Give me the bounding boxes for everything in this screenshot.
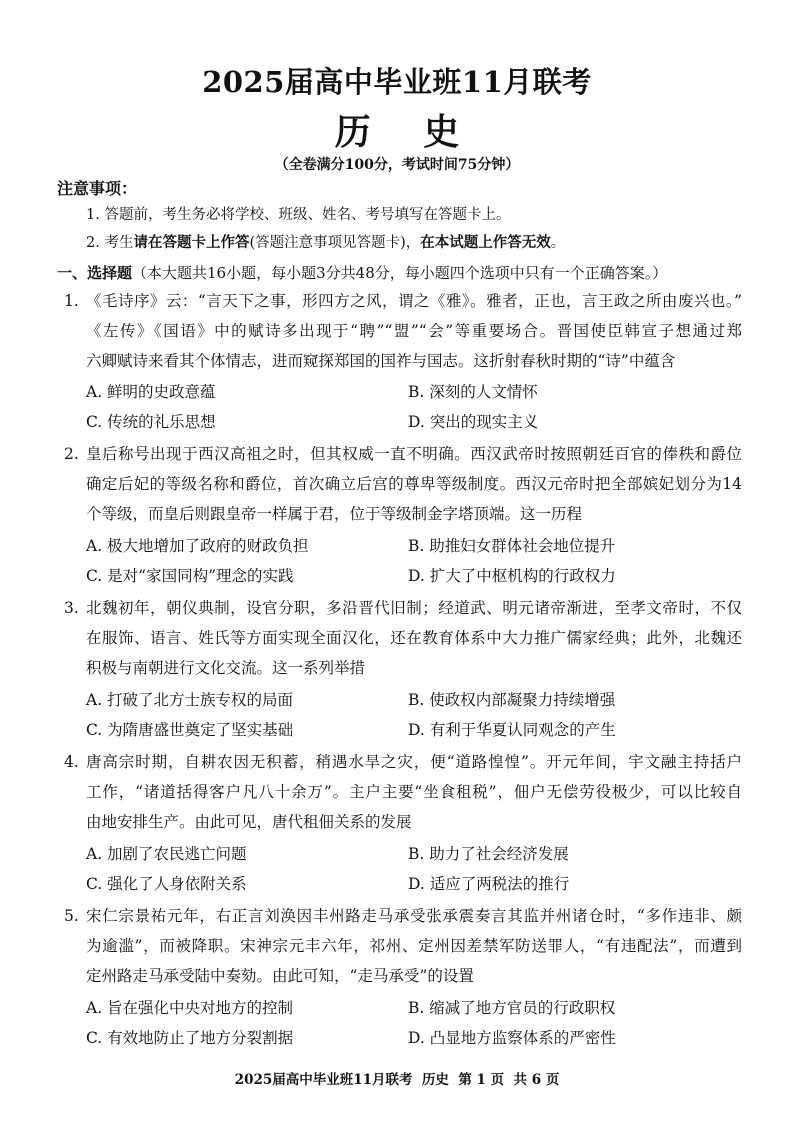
option-c: C. 为隋唐盛世奠定了坚实基础	[86, 721, 294, 739]
question-text-line: 工作，“诸道括得客户凡八十余万”。主户主要“坐食租税”，佃户无偿劳役极少，可以比较自	[86, 783, 742, 801]
notice-item-2	[86, 232, 565, 254]
question-text-line: 皇后称号出现于西汉高祖之时，但其权威一直不明确。西汉武帝时按照朝廷百官的俸秩和爵位	[86, 445, 742, 463]
section-description: （本大题共16小题，每小题3分共48分，每小题四个选项中只有一个正确答案。）	[132, 264, 668, 282]
option-a: A. 旨在强化中央对地方的控制	[86, 999, 294, 1017]
option-b: B. 使政权内部凝聚力持续增强	[408, 691, 616, 709]
question-text-line: 确定后妃的等级名称和爵位，首次确立后宫的尊卑等级制度。西汉元帝时把全部嫔妃划分为14	[86, 475, 742, 493]
option-c: C. 强化了人身依附关系	[86, 875, 247, 893]
option-c: C. 传统的礼乐思想	[86, 413, 216, 431]
option-b: B. 助推妇女群体社会地位提升	[408, 537, 616, 555]
question-number: 2.	[64, 445, 79, 463]
notice-item-2-end: 。	[550, 235, 566, 251]
notice-item-2-mid: (答题注意事项见答题卡)，	[249, 235, 421, 251]
notice-item-1: 1. 答题前，考生务必将学校、班级、姓名、考号填写在答题卡上。	[86, 207, 511, 223]
question-text-line: 为逾滥”，而被降职。宋神宗元丰六年，祁州、定州因差禁军防送罪人，“有违配法”，而遭到	[86, 937, 742, 955]
question-text-line: 《毛诗序》云：“言天下之事，形四方之风，谓之《雅》。雅者，正也，言王政之所由废兴也。”	[86, 292, 742, 310]
option-d: D. 扩大了中枢机构的行政权力	[408, 567, 616, 585]
question-text-line: 唐高宗时期，自耕农因无积蓄，稍遇水旱之灾，便“道路惶惶”。开元年间，宇文融主持括户	[86, 753, 742, 771]
question-text-line: 定州路走马承受陆中奏劾。由此可知，“走马承受”的设置	[86, 967, 474, 985]
question-number: 3.	[64, 599, 79, 617]
question-text-line: 宋仁宗景祐元年，右正言刘涣因丰州路走马承受张承震奏言其监并州诸仓时，“多作违非、颇	[86, 907, 742, 925]
option-d: D. 突出的现实主义	[408, 413, 539, 431]
option-d: D. 凸显地方监察体系的严密性	[408, 1029, 616, 1047]
notice-heading: 注意事项：	[57, 179, 138, 198]
option-d: D. 有利于华夏认同观念的产生	[408, 721, 616, 739]
question-text-line: 个等级，而皇后则跟皇帝一样属于君，位于等级制金字塔顶端。这一历程	[86, 505, 583, 523]
exam-title: 2025届高中毕业班11月联考	[202, 65, 592, 99]
option-b: B. 缩减了地方官员的行政职权	[408, 999, 616, 1017]
option-a: A. 鲜明的史政意蕴	[86, 383, 216, 401]
question-text-line: 《左传》《国语》中的赋诗多出现于“聘”“盟”“会”等重要场合。晋国使臣韩宣子想通过郑	[86, 322, 742, 340]
subject-title: 历 史	[334, 111, 480, 153]
notice-item-2-emph1: 请在答题卡上作答	[133, 234, 250, 251]
question-text-line: 在服饰、语言、姓氏等方面实现全面汉化，还在教育体系中大力推广儒家经典；此外，北魏还	[86, 629, 742, 647]
option-c: C. 有效地防止了地方分裂割据	[86, 1029, 294, 1047]
section-title: 一、选择题	[57, 264, 133, 282]
notice-item-2-prefix: 2. 考生	[86, 235, 134, 251]
option-a: A. 打破了北方士族专权的局面	[86, 691, 294, 709]
question-text-line: 由地安排生产。由此可见，唐代租佃关系的发展	[86, 813, 412, 831]
option-d: D. 适应了两税法的推行	[408, 875, 570, 893]
question-number: 4.	[64, 753, 79, 771]
option-b: B. 助力了社会经济发展	[408, 845, 569, 863]
page-footer: 2025届高中毕业班11月联考 历史 第 1 页 共 6 页	[234, 1072, 560, 1088]
question-text-line: 积极与南朝进行文化交流。这一系列举措	[86, 659, 366, 677]
notice-item-2-emph2: 在本试题上作答无效	[420, 234, 551, 251]
question-text-line: 六卿赋诗来看其个体情志，进而窥探郑国的国祚与国志。这折射春秋时期的“诗”中蕴含	[86, 352, 676, 370]
question-number: 1.	[64, 292, 79, 310]
option-c: C. 是对“家国同构”理念的实践	[86, 567, 294, 585]
question-number: 5.	[64, 907, 79, 925]
option-a: A. 加剧了农民逃亡问题	[86, 845, 247, 863]
question-text-line: 北魏初年，朝仪典制，设官分职，多沿晋代旧制；经道武、明元诸帝渐进，至孝文帝时，不仅	[86, 599, 742, 617]
section-heading	[57, 262, 667, 284]
option-a: A. 极大地增加了政府的财政负担	[86, 537, 309, 555]
option-b: B. 深刻的人文情怀	[408, 383, 538, 401]
exam-info: （全卷满分100分，考试时间75分钟）	[274, 157, 520, 173]
